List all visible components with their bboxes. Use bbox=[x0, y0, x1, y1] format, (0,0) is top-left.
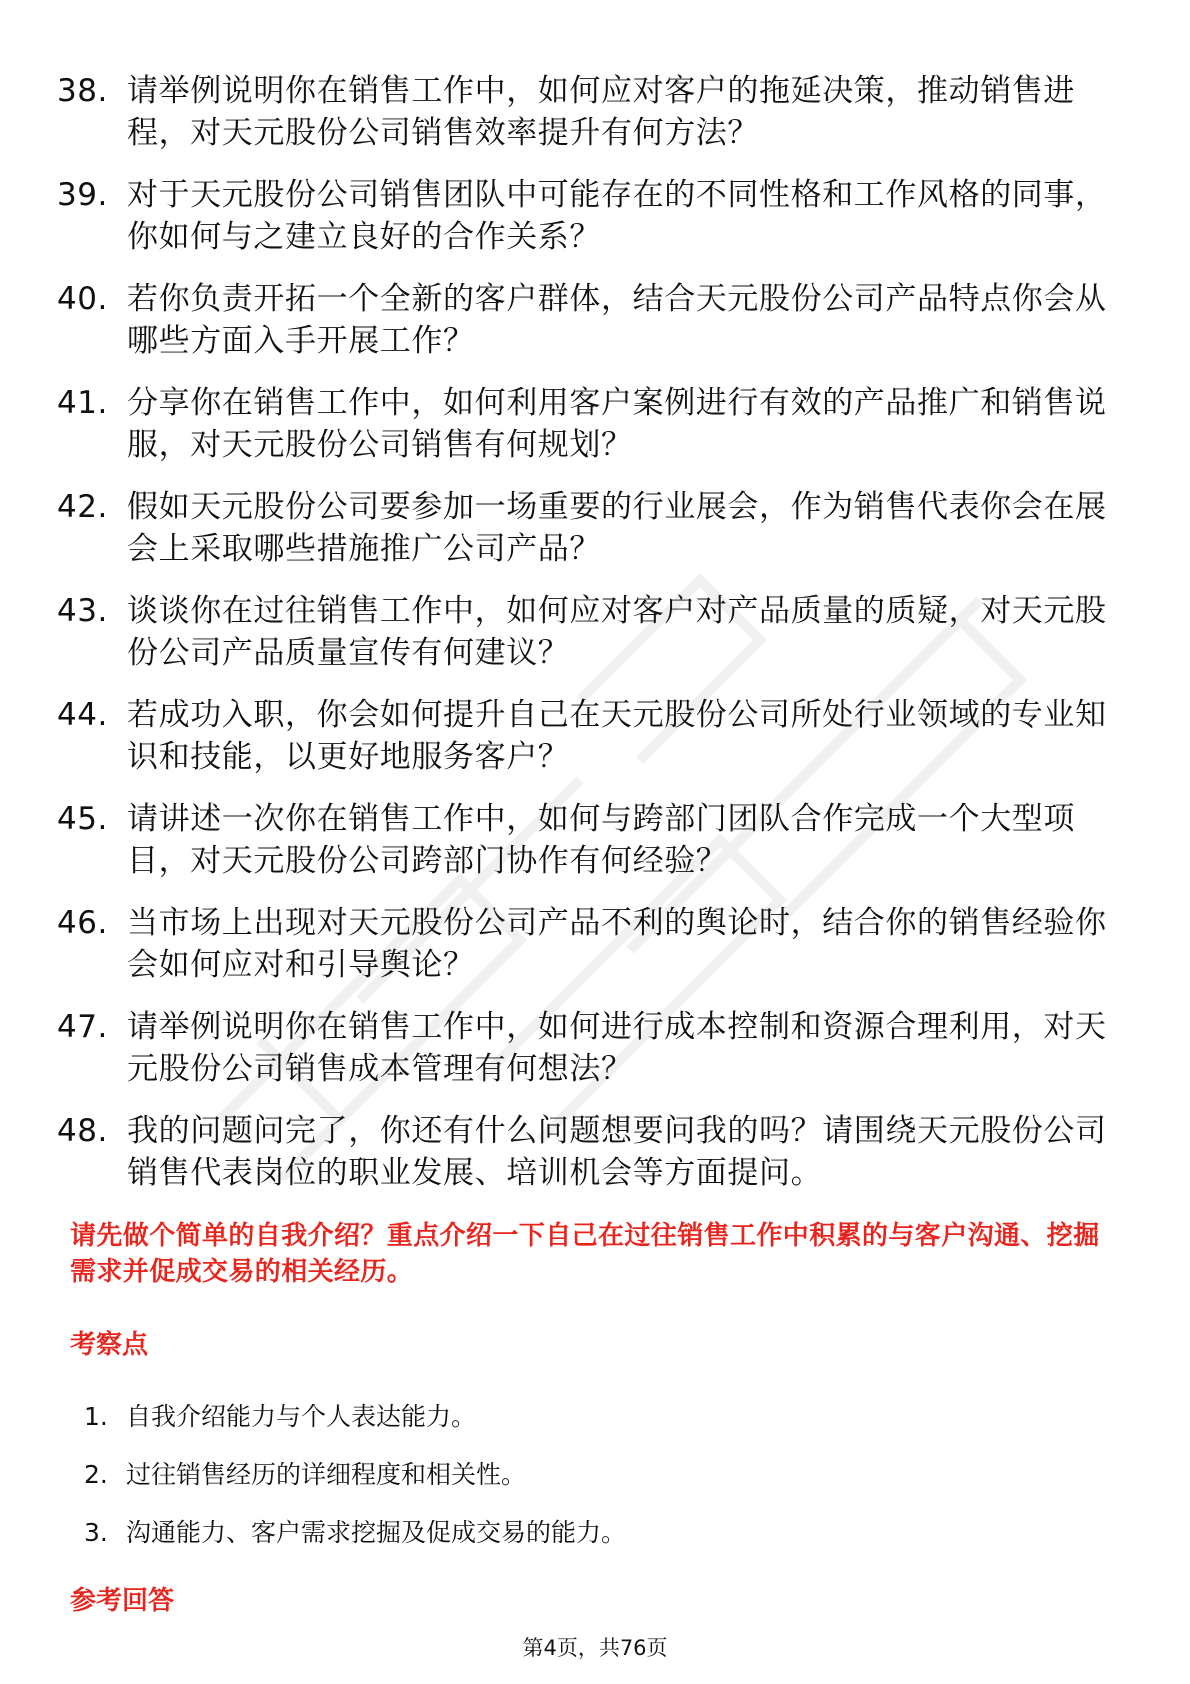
question-text: 若成功入职，你会如何提升自己在天元股份公司所处行业领域的专业知识和技能，以更好地服务客户？ bbox=[127, 697, 1107, 775]
page-footer: 第4页，共76页 bbox=[522, 1636, 668, 1660]
question-item bbox=[57, 1006, 1117, 1090]
question-text: 对于天元股份公司销售团队中可能存在的不同性格和工作风格的同事，你如何与之建立良好的合作关系？ bbox=[127, 177, 1107, 255]
point-text: 自我介绍能力与个人表达能力。 bbox=[126, 1402, 477, 1431]
question-text: 请举例说明你在销售工作中，如何应对客户的拖延决策，推动销售进程，对天元股份公司销售效率提升有何方法？ bbox=[127, 73, 1075, 151]
question-item bbox=[57, 174, 1117, 258]
question-text: 我的问题问完了，你还有什么问题想要问我的吗？请围绕天元股份公司销售代表岗位的职业发展、培训机会等方面提问。 bbox=[127, 1113, 1107, 1191]
question-number: 44. bbox=[57, 697, 108, 733]
assessment-title: 考察点 bbox=[70, 1330, 149, 1360]
point-number: 2. bbox=[84, 1460, 108, 1489]
question-number: 45. bbox=[57, 801, 108, 837]
question-number: 48. bbox=[57, 1113, 108, 1149]
question-item bbox=[57, 278, 1117, 362]
question-text: 请讲述一次你在销售工作中，如何与跨部门团队合作完成一个大型项目，对天元股份公司跨部门协作有何经验？ bbox=[127, 801, 1075, 879]
question-number: 42. bbox=[57, 489, 108, 525]
question-item bbox=[57, 1110, 1117, 1194]
question-number: 40. bbox=[57, 281, 108, 317]
question-text: 假如天元股份公司要参加一场重要的行业展会，作为销售代表你会在展会上采取哪些措施推广公司产品？ bbox=[127, 489, 1107, 567]
question-number: 47. bbox=[57, 1009, 108, 1045]
focus-question: 请先做个简单的自我介绍？重点介绍一下自己在过往销售工作中积累的与客户沟通、挖掘需求并促成交易的相关经历。 bbox=[70, 1221, 1100, 1287]
question-item bbox=[57, 590, 1117, 674]
point-number: 1. bbox=[84, 1402, 108, 1431]
question-text: 谈谈你在过往销售工作中，如何应对客户对产品质量的质疑，对天元股份公司产品质量宣传有何建议？ bbox=[127, 593, 1107, 671]
question-number: 38. bbox=[57, 73, 108, 109]
question-number: 39. bbox=[57, 177, 108, 213]
question-item bbox=[57, 382, 1117, 466]
point-text: 沟通能力、客户需求挖掘及促成交易的能力。 bbox=[126, 1518, 627, 1547]
question-text: 若你负责开拓一个全新的客户群体，结合天元股份公司产品特点你会从哪些方面入手开展工作？ bbox=[127, 281, 1107, 359]
point-text: 过往销售经历的详细程度和相关性。 bbox=[126, 1460, 527, 1489]
question-item bbox=[57, 70, 1117, 154]
question-item bbox=[57, 902, 1117, 986]
question-item bbox=[57, 798, 1117, 882]
question-number: 46. bbox=[57, 905, 108, 941]
point-number: 3. bbox=[84, 1518, 108, 1547]
assessment-points bbox=[84, 1400, 984, 1574]
assessment-point bbox=[84, 1400, 984, 1434]
reference-answer-title: 参考回答 bbox=[70, 1586, 175, 1616]
question-item bbox=[57, 486, 1117, 570]
question-text: 分享你在销售工作中，如何利用客户案例进行有效的产品推广和销售说服，对天元股份公司销售有何规划？ bbox=[127, 385, 1107, 463]
question-number: 43. bbox=[57, 593, 108, 629]
question-text: 当市场上出现对天元股份公司产品不利的舆论时，结合你的销售经验你会如何应对和引导舆论？ bbox=[127, 905, 1107, 983]
question-number: 41. bbox=[57, 385, 108, 421]
question-item bbox=[57, 694, 1117, 778]
question-list bbox=[57, 70, 1117, 1214]
assessment-point bbox=[84, 1458, 984, 1492]
question-text: 请举例说明你在销售工作中，如何进行成本控制和资源合理利用，对天元股份公司销售成本管理有何想法？ bbox=[127, 1009, 1107, 1087]
assessment-point bbox=[84, 1516, 984, 1550]
